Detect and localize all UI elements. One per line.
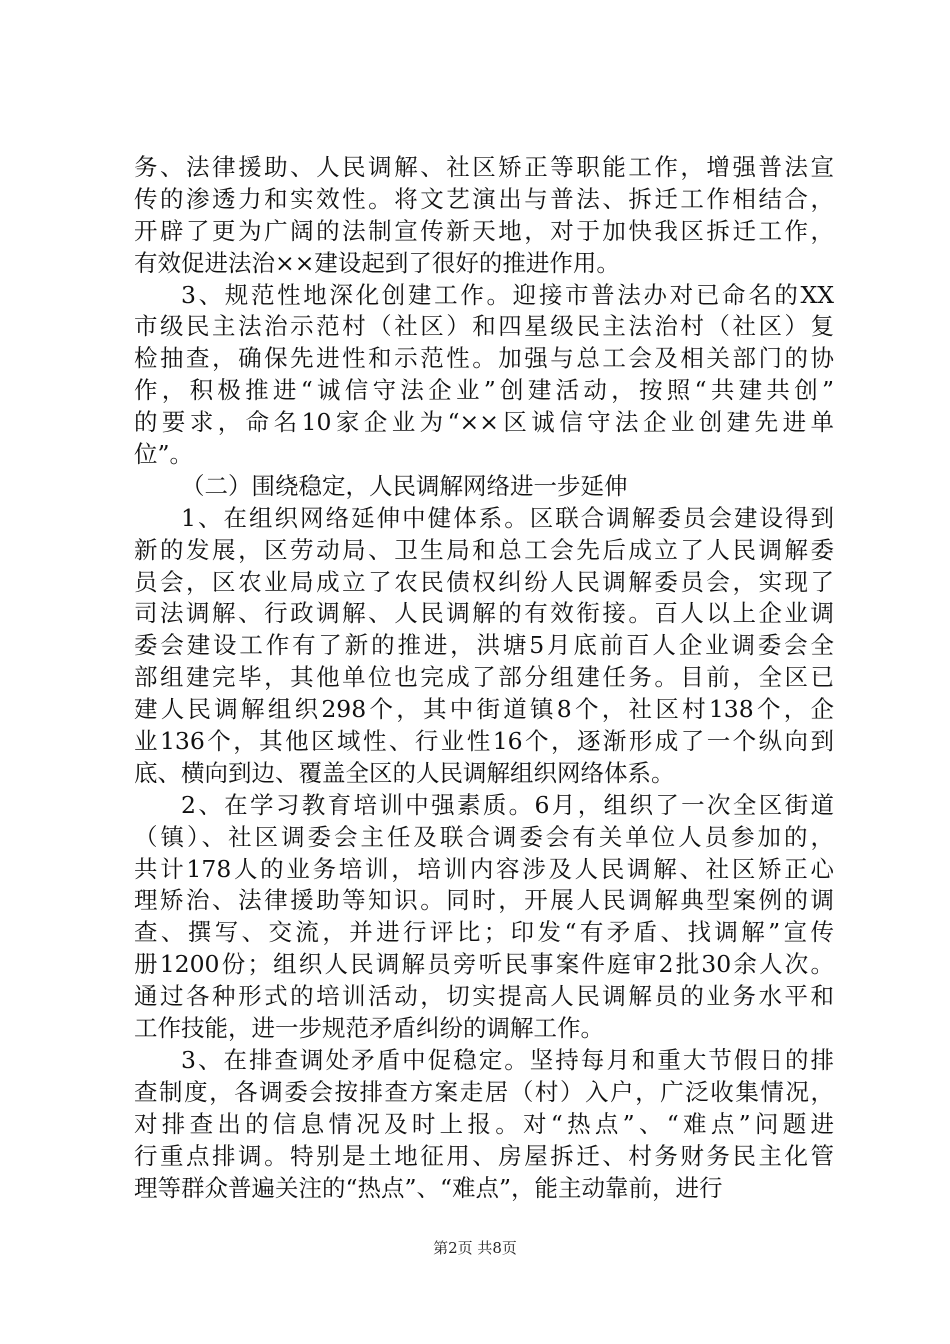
- text-line: 行重点排调。特别是土地征用、房屋拆迁、村务财务民主化管: [134, 1141, 834, 1170]
- section-heading: [134, 471, 834, 503]
- text-line: 作，积极推进“诚信守法企业”创建活动，按照“共建共创”: [134, 376, 834, 405]
- text-line: 通过各种形式的培训活动，切实提高人民调解员的业务水平和: [134, 982, 834, 1011]
- text-line: （镇）、社区调委会主任及联合调委会有关单位人员参加的，: [134, 822, 834, 851]
- page-footer: 第2页 共8页: [433, 1239, 517, 1257]
- text-line: 位”。: [134, 440, 194, 469]
- text-line: 司法调解、行政调解、人民调解的有效衔接。百人以上企业调: [134, 599, 834, 628]
- paragraph: [134, 1045, 834, 1204]
- text-line: 委会建设工作有了新的推进，洪塘5月底前百人企业调委会全: [134, 631, 834, 660]
- paragraph: [134, 152, 834, 280]
- text-line: 检抽查，确保先进性和示范性。加强与总工会及相关部门的协: [134, 344, 834, 373]
- text-line: 查、撰写、交流，并进行评比；印发“有矛盾、找调解”宣传: [134, 918, 834, 947]
- text-line: 理矫治、法律援助等知识。同时，开展人民调解典型案例的调: [134, 886, 834, 915]
- text-line: 1、在组织网络延伸中健体系。区联合调解委员会建设得到: [181, 503, 834, 532]
- paragraph: [134, 790, 834, 1045]
- text-line: 部组建完毕，其他单位也完成了部分组建任务。目前，全区已: [134, 663, 834, 692]
- paragraph: [134, 503, 834, 790]
- text-line: 传的渗透力和实效性。将文艺演出与普法、拆迁工作相结合，: [134, 184, 834, 213]
- text-line: 3、规范性地深化创建工作。迎接市普法办对已命名的XX: [181, 280, 834, 309]
- text-line: 员会，区农业局成立了农民债权纠纷人民调解委员会，实现了: [134, 567, 834, 596]
- text-line: 共计178人的业务培训，培训内容涉及人民调解、社区矫正心: [134, 854, 834, 883]
- text-line: 市级民主法治示范村（社区）和四星级民主法治村（社区）复: [134, 312, 834, 341]
- text-line: 查制度，各调委会按排查方案走居（村）入户，广泛收集情况，: [134, 1077, 834, 1106]
- text-line: 开辟了更为广阔的法制宣传新天地，对于加快我区拆迁工作，: [134, 216, 834, 245]
- text-line: 建人民调解组织298个，其中街道镇8个，社区村138个，企: [134, 695, 834, 724]
- text-line: 底、横向到边、覆盖全区的人民调解组织网络体系。: [134, 758, 675, 787]
- text-line: 务、法律援助、人民调解、社区矫正等职能工作，增强普法宣: [134, 153, 834, 181]
- text-line: 新的发展，区劳动局、卫生局和总工会先后成立了人民调解委: [134, 535, 834, 564]
- text-line: 有效促进法治××建设起到了很好的推进作用。: [134, 248, 620, 277]
- text-line: 册1200份；组织人民调解员旁听民事案件庭审2批30余人次。: [134, 950, 834, 979]
- text-line: 理等群众普遍关注的“热点”、“难点”，能主动靠前，进行: [134, 1173, 723, 1202]
- text-line: 2、在学习教育培训中强素质。6月，组织了一次全区街道: [181, 790, 834, 819]
- text-line: 业136个，其他区域性、行业性16个，逐渐形成了一个纵向到: [134, 727, 834, 756]
- paragraph: [134, 280, 834, 471]
- text-line: 的要求，命名10家企业为“××区诚信守法企业创建先进单: [134, 408, 834, 437]
- text-line: 对排查出的信息情况及时上报。对“热点”、“难点”问题进: [134, 1109, 834, 1138]
- text-line: 工作技能，进一步规范矛盾纠纷的调解工作。: [134, 1014, 604, 1043]
- text-line: 3、在排查调处矛盾中促稳定。坚持每月和重大节假日的排: [181, 1045, 834, 1074]
- document-body: [134, 152, 834, 1204]
- text-line: （二）围绕稳定，人民调解网络进一步延伸: [181, 471, 628, 500]
